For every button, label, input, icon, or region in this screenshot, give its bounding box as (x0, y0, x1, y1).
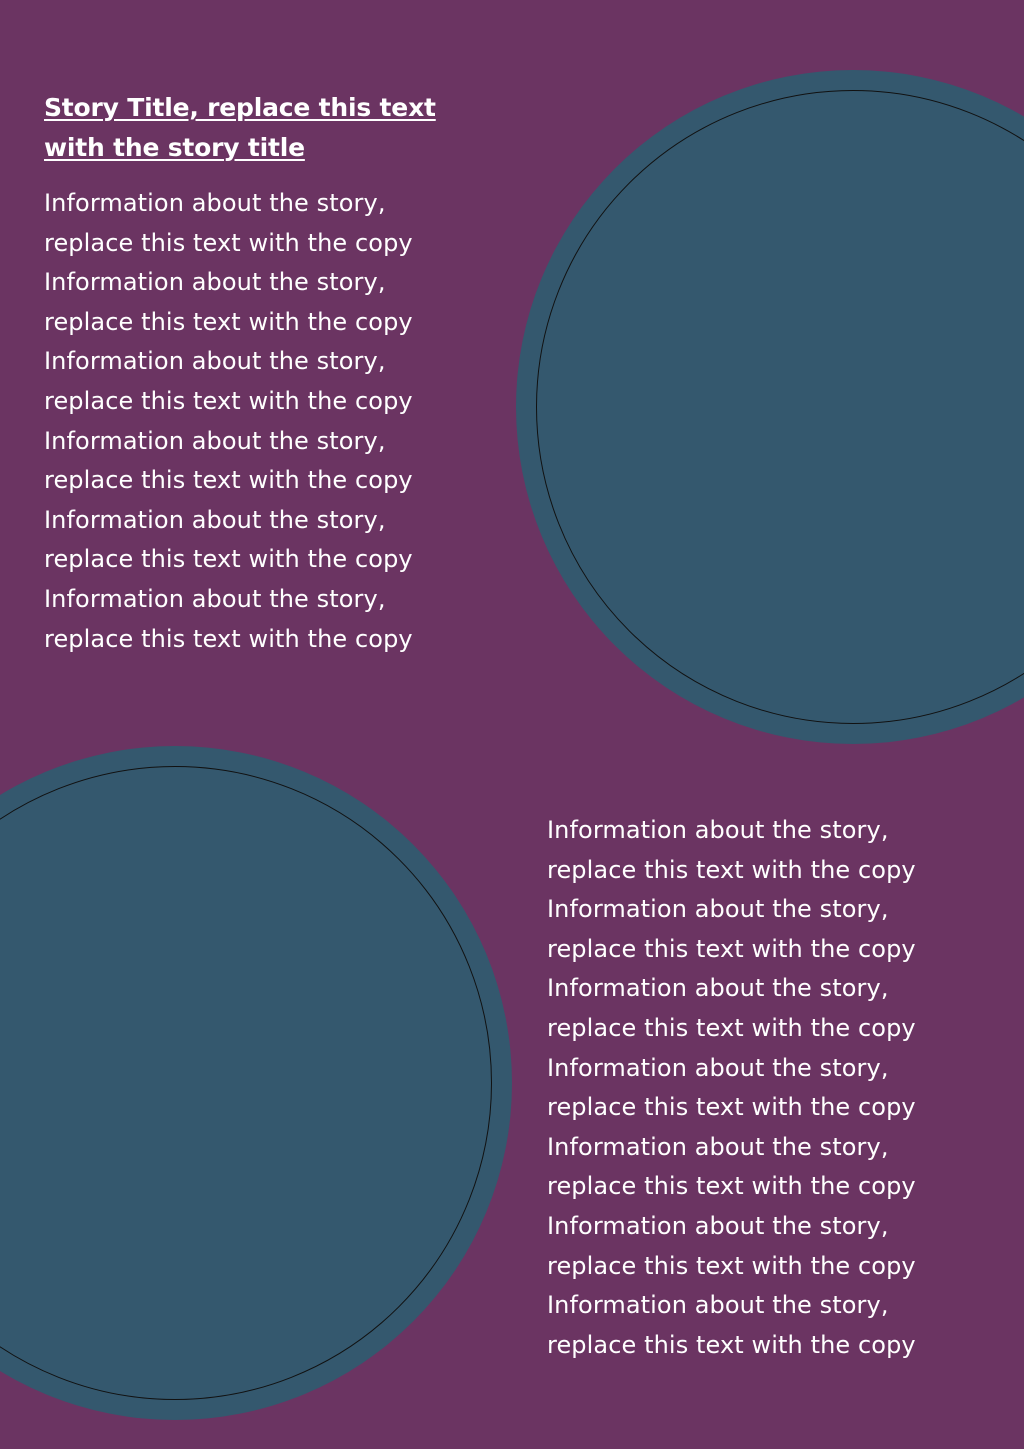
copy-line: replace this text with the copy (44, 466, 413, 495)
copy-line: replace this text with the copy (44, 386, 413, 415)
copy-line: replace this text with the copy (547, 1172, 916, 1201)
copy-line: replace this text with the copy (44, 545, 413, 574)
copy-line: replace this text with the copy (547, 1093, 916, 1122)
copy-line: replace this text with the copy (44, 228, 413, 257)
copy-line: replace this text with the copy (547, 855, 916, 884)
copy-line: Information about the story, (44, 426, 386, 455)
story-copy-bottom (547, 811, 987, 1365)
copy-line: replace this text with the copy (547, 1251, 916, 1280)
copy-line: Information about the story, (547, 974, 889, 1003)
copy-line: replace this text with the copy (44, 624, 413, 653)
story-title: Story Title, replace this text with the story title (44, 93, 436, 162)
copy-line: Information about the story, (44, 268, 386, 297)
copy-line: replace this text with the copy (547, 1330, 916, 1359)
copy-line: Information about the story, (547, 816, 889, 844)
copy-line: Information about the story, (44, 584, 386, 613)
copy-line: Information about the story, (547, 1132, 889, 1161)
copy-line: Information about the story, (44, 189, 386, 217)
copy-line: Information about the story, (44, 347, 386, 376)
copy-line: Information about the story, (547, 1291, 889, 1320)
copy-line: replace this text with the copy (547, 1013, 916, 1042)
copy-line: Information about the story, (547, 1053, 889, 1082)
copy-line: Information about the story, (44, 505, 386, 534)
story-copy-top (44, 184, 484, 659)
copy-line: Information about the story, (547, 1211, 889, 1240)
copy-line: replace this text with the copy (547, 934, 916, 963)
copy-line: Information about the story, (547, 895, 889, 924)
copy-line: replace this text with the copy (44, 307, 413, 336)
